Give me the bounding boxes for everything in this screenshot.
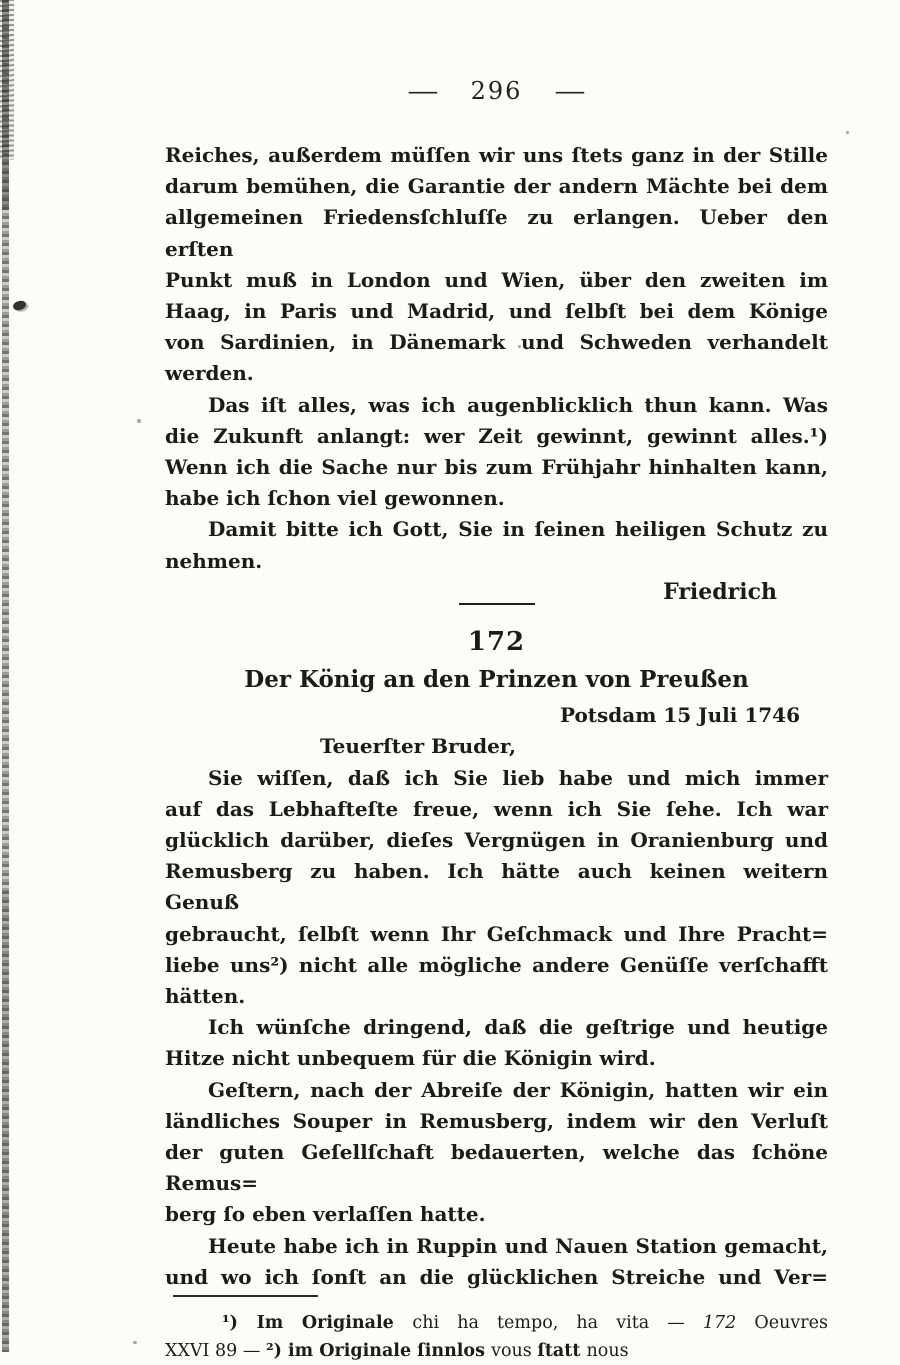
dateline: Potsdam 15 Juli 1746 [559,703,800,728]
scan-speck [133,1341,137,1344]
letter-172-paragraph-4 [165,1231,828,1293]
text-line: Punkt muß in London und Wien, über den zweiten im [165,267,828,292]
letter-previous-paragraph-2 [165,390,828,515]
letter-172-paragraph-3 [165,1075,828,1231]
text-line: Ich wünſche dringend, daß die geſtrige und heutige [208,1015,828,1040]
letter-title: Der König an den Prinzen von Preußen [244,666,749,694]
text-segment-roman: nous [586,1341,629,1361]
text-line: ländliches Souper in Remusberg, indem wir den Verluſt [165,1108,828,1133]
text-segment-roman: XXVI 89 — [165,1341,266,1361]
header-right-dash: — [554,77,587,105]
text-line: Wenn ich die Sache nur bis zum Frühjahr hinhalten kann, [165,455,828,480]
text-line: Heute habe ich in Ruppin und Nauen Station gemacht, [208,1233,828,1258]
text-line: glücklich darüber, dieſes Vergnügen in Oranienburg und [165,827,828,852]
section-divider-rule [459,603,535,606]
text-line: der guten Geſellſchaft bedauerten, welche das ſchöne Remus= [165,1139,828,1196]
text-line: Geſtern, nach der Abreiſe der Königin, hatten wir ein [208,1077,828,1102]
text-line: nehmen. [165,548,263,573]
text-line: habe ich ſchon viel gewonnen. [165,486,505,511]
scan-speck [846,131,849,134]
text-line: Hitze nicht unbequem für die Königin wird. [165,1046,656,1071]
letter-previous-paragraph-3 [165,514,828,576]
text-line: Remusberg zu haben. Ich hätte auch keinen weitern Genuß [165,859,828,915]
text-line: Haag, in Paris und Madrid, und ſelbſt bei dem Könige [165,299,828,324]
text-line: darum bemühen, die Garantie der andern Mächte bei dem [165,174,828,199]
letter-172-paragraph-1 [165,763,828,1013]
text-line: berg ſo eben verlaſſen hatte. [165,1202,486,1227]
page-number: 296 [470,77,523,105]
text-line: Das iſt alles, was ich augenblicklich thun kann. Was [208,392,828,417]
ink-smudge-artifact [12,300,27,312]
text-segment-italic: 172 [702,1313,737,1333]
scan-edge-artifact-top [0,0,14,160]
text-segment-roman: Oeuvres [736,1313,828,1333]
text-line [165,1309,828,1337]
text-line: Sie wiſſen, daß ich Sie lieb habe und mich immer [208,765,828,790]
text-line: Reiches, außerdem müſſen wir uns ſtets ganz in der Stille [165,143,828,167]
letter-previous-paragraph-1 [165,140,828,390]
text-line: liebe uns²) nicht alle mögliche andere Genüſſe verſchafft [165,952,828,977]
text-line: allgemeinen Friedensſchluſſe zu erlangen. Ueber den erſten [165,205,828,261]
text-segment-fraktur: ²) im Originale ſinnlos [265,1341,492,1361]
scan-speck [137,419,141,423]
text-line: gebraucht, ſelbſt wenn Ihr Geſchmack und Ihre Pracht= [165,921,828,946]
signature: Friedrich [663,578,777,605]
text-line: Damit bitte ich Gott, Sie in ſeinen heiligen Schutz zu [208,517,828,542]
text-line: von Sardinien, in Dänemark und Schweden verhandelt [165,330,828,355]
footnote-rule [173,1295,318,1297]
salutation: Teuerſter Bruder, [320,734,516,759]
text-line: werden. [165,361,254,386]
page-header [165,76,828,106]
text-segment-roman: vous [491,1341,538,1361]
scan-edge-artifact [2,0,9,1352]
header-left-dash: — [406,77,439,105]
text-line: die Zukunft anlangt: wer Zeit gewinnt, gewinnt alles.¹) [165,423,828,448]
text-segment-roman: chi ha tempo, ha vita — [412,1313,703,1333]
footnotes [165,1309,828,1365]
text-line: hätten. [165,983,246,1008]
letter-172-paragraph-2 [165,1012,828,1074]
text-line: auf das Lebhafteſte freue, wenn ich Sie ſehe. Ich war [165,796,828,821]
text-segment-fraktur: ſtatt [537,1341,587,1361]
text-segment-fraktur: ¹) Im Originale [222,1313,413,1333]
page-content [165,0,828,1365]
text-line: und wo ich ſonſt an die glücklichen Streiche und Ver= [165,1264,828,1289]
letter-number-heading: 172 [467,627,526,658]
text-line [165,1337,828,1365]
